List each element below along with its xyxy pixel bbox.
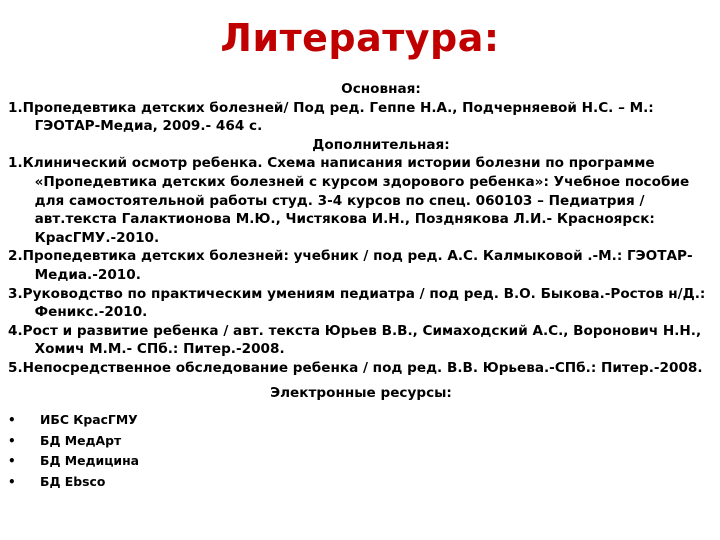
electronic-resource-label: ИБС КрасГМУ	[40, 412, 138, 428]
reference-text: Пропедевтика детских болезней: учебник / под ред. А.С. Калмыковой .-М.: ГЭОТАР-Медиа.-2010.	[22, 248, 693, 283]
reference-number: 4.	[8, 322, 23, 339]
slide-title: Литература:	[220, 16, 500, 60]
reference-text: Пропедевтика детских болезней/ Под ред. Геппе Н.А., Подчерняевой Н.С. – М.: ГЭОТАР-Медиа, 2009.- 464 с.	[22, 99, 654, 135]
reference-text: Рост и развитие ребенка / авт. текста Юрьев В.В., Симаходский А.С., Воронович Н.Н., Хомич М.М.- СПб.: Питер.-2008.	[22, 322, 702, 358]
additional-reference-item	[8, 322, 714, 359]
electronic-resources-heading: Электронные ресурсы:	[270, 384, 452, 401]
electronic-resource-item	[8, 431, 714, 452]
main-reference-item	[8, 99, 714, 136]
bullet-icon: •	[8, 474, 16, 489]
additional-literature-heading: Дополнительная:	[312, 136, 450, 153]
main-references-list	[8, 99, 714, 136]
reference-text: Клинический осмотр ребенка. Схема написания истории болезни по программе «Пропедевтика детских болезней с курсом здорового ребенка»: Учебное пособие для самостоятельной работы студ. 3-4 курсов по спец. 060103 – Педиатрия / авт.текста Галактионова М.Ю., Чистякова И.Н., Позднякова Л.И.- Красноярск: КрасГМУ.-2010.	[22, 155, 690, 246]
electronic-resources-list	[8, 410, 714, 492]
additional-reference-item	[8, 285, 714, 322]
main-literature-heading: Основная:	[341, 81, 421, 97]
reference-text: Непосредственное обследование ребенка / под ред. В.В. Юрьева.-СПб.: Питер.-2008.	[22, 359, 703, 376]
electronic-resource-label: БД Ebsco	[40, 473, 106, 489]
electronic-resource-item	[8, 410, 714, 431]
electronic-resource-label: БД Медицина	[40, 453, 140, 469]
reference-number: 3.	[8, 285, 23, 302]
electronic-resource-item	[8, 451, 714, 472]
additional-reference-item	[8, 359, 714, 378]
reference-number: 1.	[8, 99, 23, 116]
slide-content	[8, 80, 714, 492]
bullet-icon: •	[8, 413, 16, 428]
bullet-icon: •	[8, 433, 16, 448]
electronic-resource-label: БД МедАрт	[40, 432, 122, 448]
bullet-icon: •	[8, 454, 16, 469]
reference-text: Руководство по практическим умениям педиатра / под ред. В.О. Быкова.-Ростов н/Д.: Феникс.-2010.	[22, 285, 706, 321]
reference-number: 2.	[8, 248, 23, 265]
additional-reference-item	[8, 154, 714, 247]
electronic-resource-item	[8, 472, 714, 493]
reference-number: 5.	[8, 359, 23, 376]
additional-references-list	[8, 154, 714, 377]
additional-reference-item	[8, 247, 714, 284]
reference-number: 1.	[8, 155, 23, 172]
